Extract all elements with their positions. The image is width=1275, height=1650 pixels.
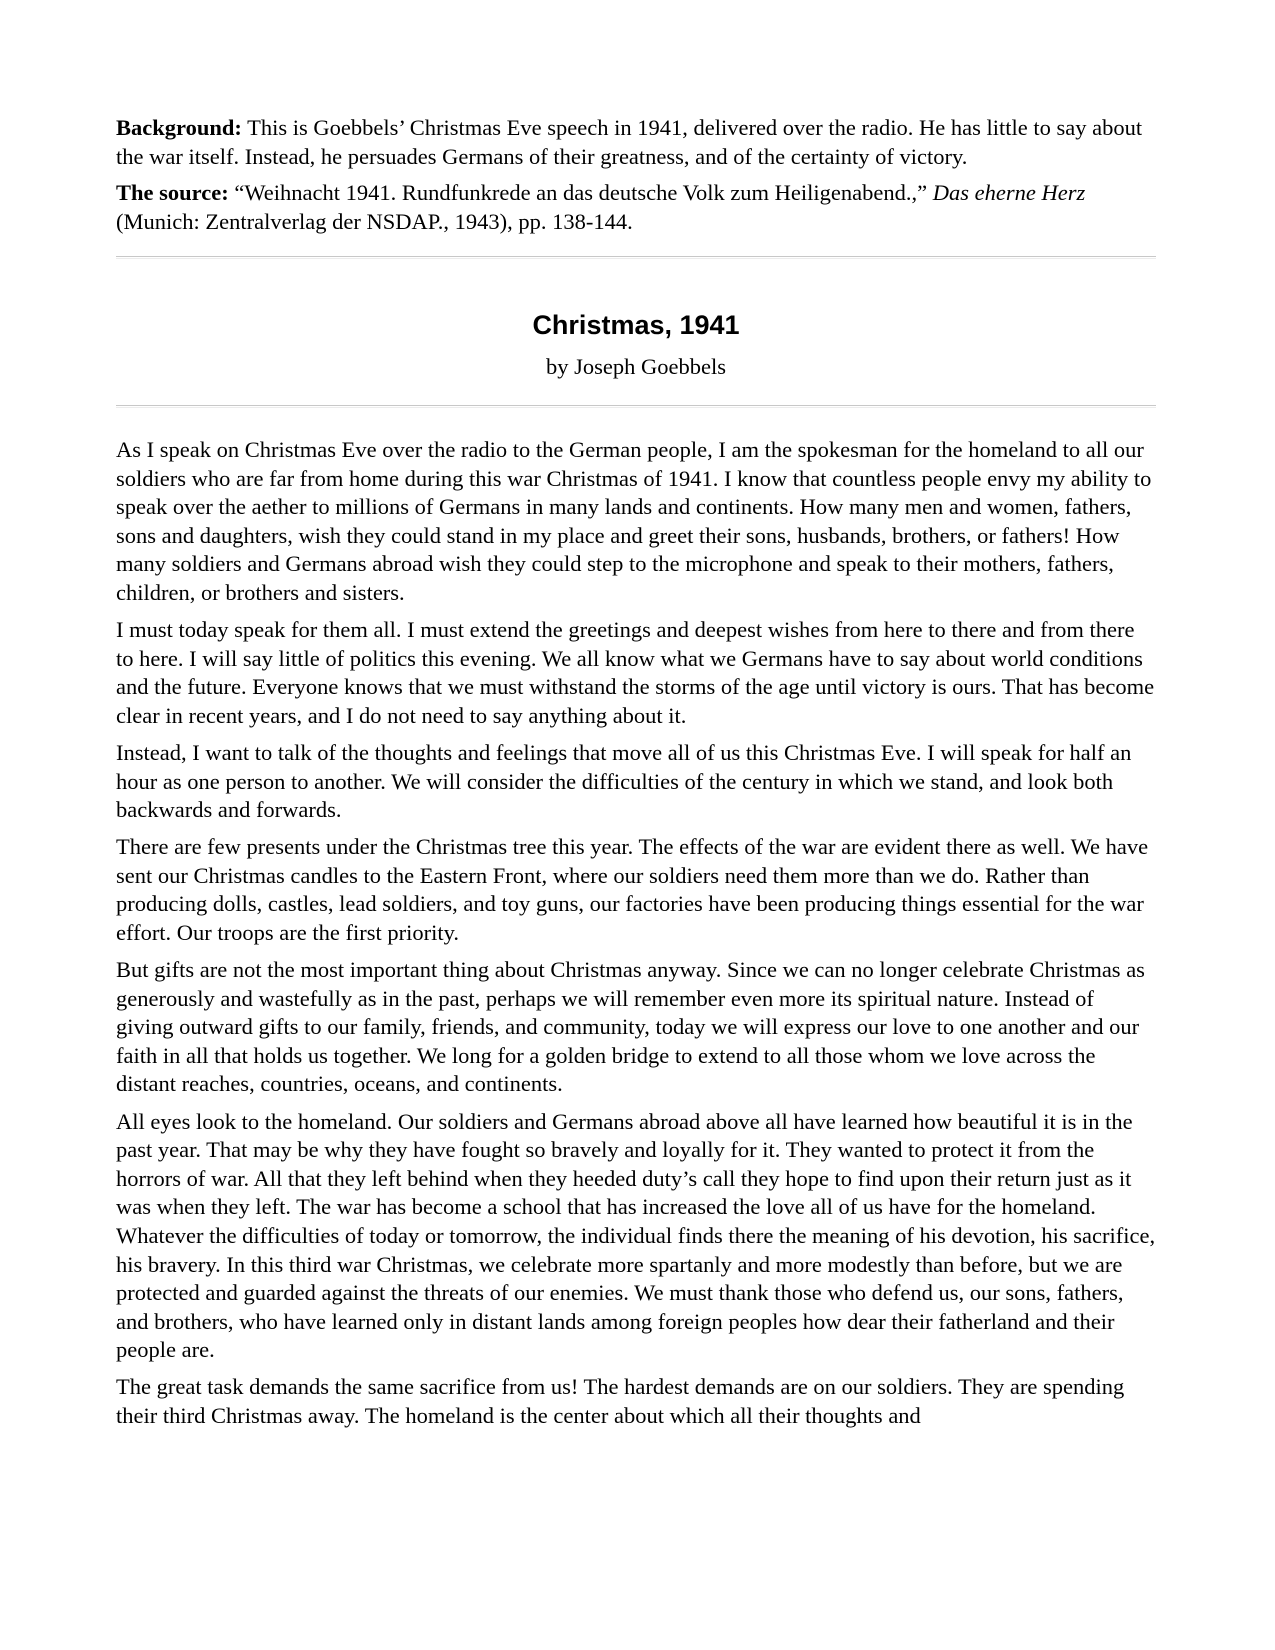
- source-title: Das eherne Herz: [932, 180, 1086, 205]
- body-paragraph: I must today speak for them all. I must extend the greetings and deepest wishes from here to there and from there to here. I will say little of politics this evening. We all know what we Germans have to say about world conditions and the future. Everyone knows that we must withstand the storms of the age until victory is ours. That has become clear in recent years, and I do not need to say anything about it.: [116, 617, 1155, 728]
- intro-section: [116, 114, 1156, 236]
- background-label: Background:: [116, 115, 242, 140]
- body-paragraph: There are few presents under the Christmas tree this year. The effects of the war are evident there as well. We have sent our Christmas candles to the Eastern Front, where our soldiers need them more than we do. Rather than producing dolls, castles, lead soldiers, and toy guns, our factories have been producing things essential for the war effort. Our troops are the first priority.: [116, 834, 1149, 945]
- body-paragraph: As I speak on Christmas Eve over the radio to the German people, I am the spokesman for the homeland to all our soldiers who are far from home during this war Christmas of 1941. I know that countless people envy my ability to speak over the aether to millions of Germans in many lands and continents. How many men and women, fathers, sons and daughters, wish they could stand in my place and greet their sons, husbands, brothers, or fathers! How many soldiers and Germans abroad wish they could step to the microphone and speak to their mothers, fathers, children, or brothers and sisters.: [116, 437, 1152, 605]
- source-label: The source:: [116, 180, 229, 205]
- speech-body: [116, 408, 1156, 1431]
- title-block: [116, 259, 1156, 405]
- byline: by Joseph Goebbels: [546, 354, 726, 379]
- source-text-after: (Munich: Zentralverlag der NSDAP., 1943), pp. 138-144.: [116, 208, 633, 234]
- page-title: Christmas, 1941: [532, 310, 740, 340]
- source-paragraph: [116, 179, 1156, 236]
- document-page: [116, 114, 1156, 1439]
- body-paragraph: All eyes look to the homeland. Our soldiers and Germans abroad above all have learned how beautiful it is in the past year. That may be why they have fought so bravely and loyally for it. They wanted to protect it from the horrors of war. All that they left behind when they heeded duty’s call they hope to find upon their return just as it was when they left. The war has become a school that has increased the love all of us have for the homeland. Whatever the difficulties of today or tomorrow, the individual finds there the meaning of his devotion, his sacrifice, his bravery. In this third war Christmas, we celebrate more spartanly and more modestly than before, but we are protected and guarded against the threats of our enemies. We must thank those who defend us, our sons, fathers, and brothers, who have learned only in distant lands among foreign peoples how dear their fatherland and their people are.: [116, 1108, 1156, 1363]
- body-paragraph: The great task demands the same sacrifice from us! The hardest demands are on our soldiers. They are spending their third Christmas away. The homeland is the center about which all their thoughts and: [116, 1374, 1125, 1428]
- body-paragraph: Instead, I want to talk of the thoughts and feelings that move all of us this Christmas Eve. I will speak for half an hour as one person to another. We will consider the difficulties of the century in which we stand, and look both backwards and forwards.: [116, 739, 1132, 823]
- background-paragraph: [116, 114, 1156, 171]
- body-paragraph: But gifts are not the most important thing about Christmas anyway. Since we can no longer celebrate Christmas as generously and wastefully as in the past, perhaps we will remember even more its spiritual nature. Instead of giving outward gifts to our family, friends, and community, today we will express our love to one another and our faith in all that holds us together. We long for a golden bridge to extend to all those whom we love across the distant reaches, countries, oceans, and continents.: [116, 957, 1145, 1097]
- source-text-before: “Weihnacht 1941. Rundfunkrede an das deutsche Volk zum Heiligenabend.,”: [228, 180, 933, 205]
- background-text: This is Goebbels’ Christmas Eve speech in 1941, delivered over the radio. He has little to say about the war itself. Instead, he persuades Germans of their greatness, and of the certainty of victory.: [116, 115, 1143, 169]
